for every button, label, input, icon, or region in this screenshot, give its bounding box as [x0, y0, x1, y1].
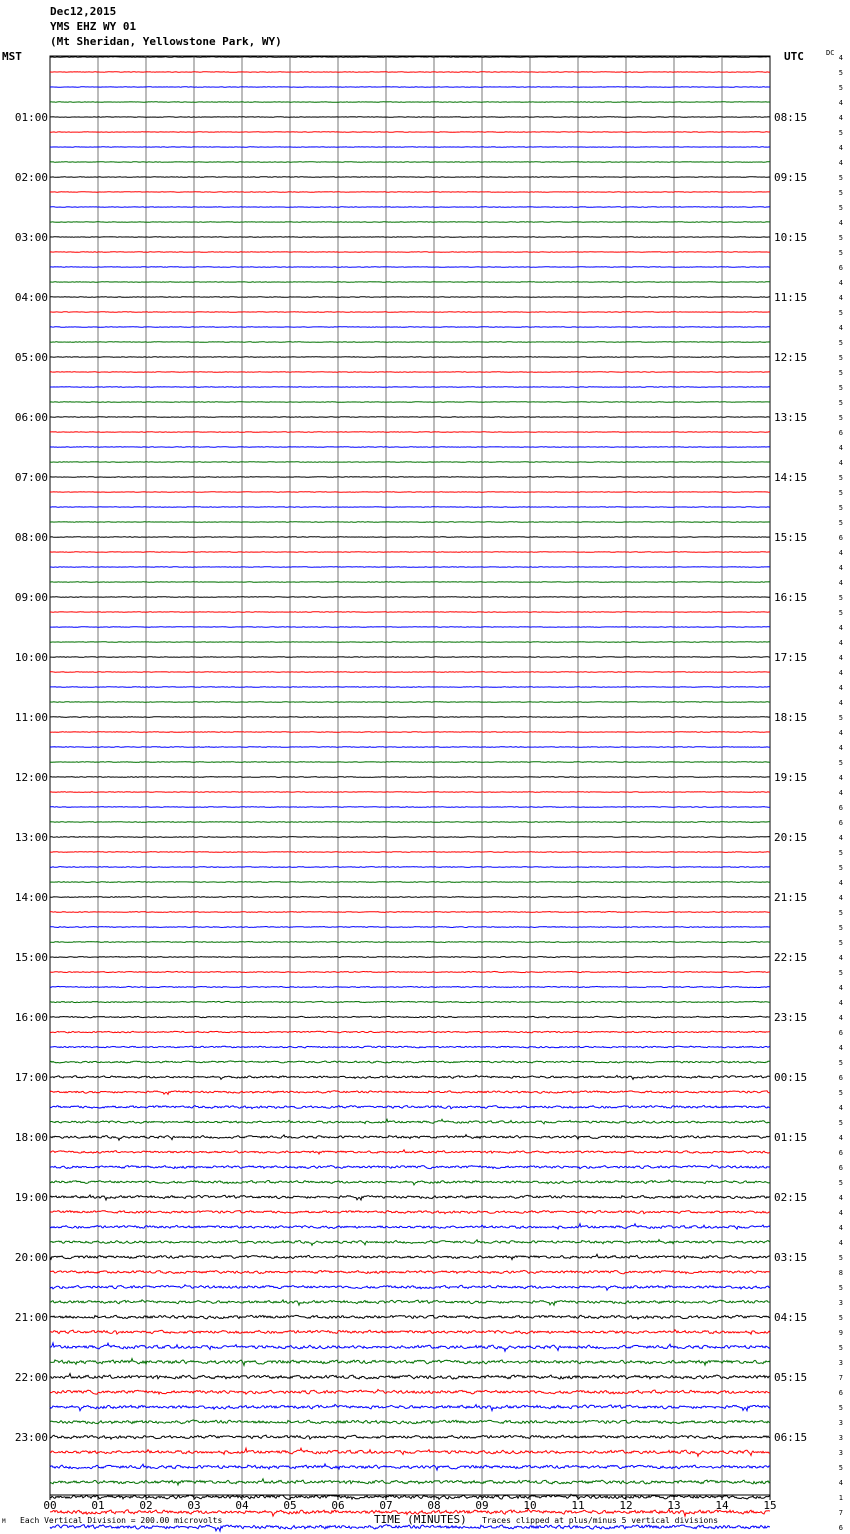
- x-tick-label: 05: [283, 1499, 297, 1512]
- trace-value-label: 4: [838, 1044, 843, 1052]
- seismic-trace: [50, 1448, 770, 1456]
- left-hour-label: 20:00: [14, 1251, 48, 1264]
- trace-value-label: 5: [838, 939, 843, 947]
- seismic-trace: [50, 192, 770, 193]
- left-hour-label: 13:00: [14, 831, 48, 844]
- x-tick-label: 09: [475, 1499, 489, 1512]
- trace-value-label: 3: [838, 1434, 843, 1442]
- seismic-trace: [50, 852, 770, 853]
- seismic-trace: [50, 1091, 770, 1095]
- left-hour-label: 05:00: [14, 351, 48, 364]
- trace-value-label: 6: [838, 1164, 843, 1172]
- seismic-trace: [50, 627, 770, 628]
- seismic-trace: [50, 297, 770, 298]
- seismic-trace: [50, 747, 770, 748]
- trace-value-label: 5: [838, 354, 843, 362]
- seismic-trace: [50, 477, 770, 478]
- seismic-trace: [50, 1106, 770, 1109]
- seismic-trace: [50, 642, 770, 643]
- seismic-trace: [50, 1061, 770, 1063]
- right-hour-label: 18:15: [774, 711, 808, 724]
- trace-value-label: 5: [838, 339, 843, 347]
- right-hour-label: 11:15: [774, 291, 808, 304]
- trace-value-label: 6: [838, 429, 843, 437]
- station-location: (Mt Sheridan, Yellowstone Park, WY): [50, 35, 282, 48]
- right-hour-label: 21:15: [774, 891, 808, 904]
- dc-label: DC: [826, 49, 835, 57]
- right-hour-label: 02:15: [774, 1191, 808, 1204]
- trace-value-label: 4: [838, 459, 843, 467]
- left-hour-label: 15:00: [14, 951, 48, 964]
- trace-value-label: 9: [838, 1329, 843, 1337]
- seismic-trace: [50, 986, 770, 987]
- trace-value-label: 6: [838, 819, 843, 827]
- right-hour-label: 04:15: [774, 1311, 808, 1324]
- left-hour-label: 11:00: [14, 711, 48, 724]
- seismic-trace: [50, 1119, 770, 1124]
- left-hour-label: 03:00: [14, 231, 48, 244]
- seismic-trace: [50, 1135, 770, 1141]
- trace-value-label: 5: [838, 714, 843, 722]
- seismic-trace: [50, 402, 770, 403]
- trace-value-label: 4: [838, 789, 843, 797]
- trace-value-label: 5: [838, 1254, 843, 1262]
- left-hour-label: 06:00: [14, 411, 48, 424]
- seismic-trace: [50, 1211, 770, 1214]
- x-tick-label: 06: [331, 1499, 345, 1512]
- trace-value-label: 6: [838, 264, 843, 272]
- left-hour-label: 14:00: [14, 891, 48, 904]
- left-hour-label: 16:00: [14, 1011, 48, 1024]
- trace-value-label: 4: [838, 1224, 843, 1232]
- seismic-trace: [50, 1224, 770, 1229]
- seismic-trace: [50, 1001, 770, 1002]
- trace-value-label: 6: [838, 804, 843, 812]
- seismic-trace: [50, 882, 770, 883]
- seismic-trace: [50, 1150, 770, 1154]
- seismic-trace: [50, 867, 770, 868]
- seismic-trace: [50, 657, 770, 658]
- seismic-trace: [50, 912, 770, 913]
- x-tick-label: 13: [667, 1499, 681, 1512]
- seismic-trace: [50, 957, 770, 958]
- trace-value-label: 5: [838, 759, 843, 767]
- seismic-trace: [50, 57, 770, 58]
- trace-value-label: 4: [838, 1194, 843, 1202]
- seismic-trace: [50, 72, 770, 73]
- seismic-trace: [50, 522, 770, 523]
- trace-value-label: 5: [838, 1179, 843, 1187]
- left-hour-label: 04:00: [14, 291, 48, 304]
- right-hour-label: 10:15: [774, 231, 808, 244]
- trace-value-label: 6: [838, 1029, 843, 1037]
- trace-value-label: 5: [838, 174, 843, 182]
- trace-value-label: 6: [838, 534, 843, 542]
- seismic-trace: [50, 1031, 770, 1033]
- trace-value-label: 5: [838, 384, 843, 392]
- seismic-trace: [50, 207, 770, 208]
- trace-value-label: 4: [838, 684, 843, 692]
- right-timezone-label: UTC: [784, 50, 804, 63]
- left-hour-label: 09:00: [14, 591, 48, 604]
- seismic-trace: [50, 717, 770, 718]
- seismic-trace: [50, 807, 770, 808]
- plot-date: Dec12,2015: [50, 5, 117, 18]
- left-timezone-label: MST: [2, 50, 22, 63]
- seismic-trace: [50, 537, 770, 538]
- seismic-trace: [50, 777, 770, 778]
- seismic-trace: [50, 597, 770, 598]
- right-hour-label: 05:15: [774, 1371, 808, 1384]
- seismic-trace: [50, 1359, 770, 1366]
- seismic-trace: [50, 732, 770, 733]
- corner-mark: M: [2, 1518, 6, 1525]
- seismic-trace: [50, 1285, 770, 1290]
- seismic-trace: [50, 237, 770, 238]
- seismic-trace: [50, 327, 770, 328]
- seismic-trace: [50, 447, 770, 448]
- trace-value-label: 4: [838, 1134, 843, 1142]
- seismic-trace: [50, 927, 770, 928]
- plot-frame: [50, 56, 770, 1495]
- trace-value-label: 4: [838, 564, 843, 572]
- x-tick-label: 04: [235, 1499, 249, 1512]
- right-hour-label: 01:15: [774, 1131, 808, 1144]
- left-hour-label: 18:00: [14, 1131, 48, 1144]
- seismic-trace: [50, 1075, 770, 1079]
- left-hour-label: 01:00: [14, 111, 48, 124]
- seismic-trace: [50, 507, 770, 508]
- right-hour-label: 15:15: [774, 531, 808, 544]
- seismic-trace: [50, 1390, 770, 1395]
- trace-value-label: 3: [838, 1419, 843, 1427]
- seismic-trace: [50, 252, 770, 253]
- trace-value-label: 5: [838, 474, 843, 482]
- trace-value-label: 5: [838, 1344, 843, 1352]
- seismic-trace: [50, 1464, 770, 1470]
- trace-value-label: 4: [838, 699, 843, 707]
- time-gridlines: [50, 56, 770, 1495]
- trace-value-label: 4: [838, 159, 843, 167]
- trace-value-label: 4: [838, 729, 843, 737]
- trace-value-label: 5: [838, 1119, 843, 1127]
- right-hour-label: 14:15: [774, 471, 808, 484]
- seismic-trace: [50, 117, 770, 118]
- seismic-trace: [50, 132, 770, 133]
- left-hour-label: 12:00: [14, 771, 48, 784]
- trace-value-label: 4: [838, 999, 843, 1007]
- right-hour-label: 00:15: [774, 1071, 808, 1084]
- seismic-trace: [50, 222, 770, 223]
- x-tick-label: 02: [139, 1499, 153, 1512]
- left-hour-label: 19:00: [14, 1191, 48, 1204]
- right-hour-label: 09:15: [774, 171, 808, 184]
- trace-value-label: 4: [838, 984, 843, 992]
- trace-value-label: 5: [838, 1059, 843, 1067]
- seismic-trace: [50, 417, 770, 418]
- trace-value-label: 4: [838, 1479, 843, 1487]
- left-hour-label: 17:00: [14, 1071, 48, 1084]
- left-hour-label: 21:00: [14, 1311, 48, 1324]
- trace-value-label: 5: [838, 504, 843, 512]
- seismic-trace: [50, 582, 770, 583]
- trace-value-label: 3: [838, 1449, 843, 1457]
- seismic-trace: [50, 822, 770, 823]
- seismic-trace: [50, 1270, 770, 1273]
- right-hour-label: 08:15: [774, 111, 808, 124]
- trace-value-label: 5: [838, 489, 843, 497]
- seismic-trace: [50, 372, 770, 373]
- seismic-trace: [50, 267, 770, 268]
- axis-labels: [15, 54, 843, 1534]
- right-hour-label: 12:15: [774, 351, 808, 364]
- seismic-trace: [50, 342, 770, 343]
- right-hour-label: 13:15: [774, 411, 808, 424]
- trace-value-label: 5: [838, 849, 843, 857]
- trace-value-label: 4: [838, 639, 843, 647]
- trace-value-label: 5: [838, 249, 843, 257]
- left-hour-label: 08:00: [14, 531, 48, 544]
- trace-value-label: 5: [838, 594, 843, 602]
- seismic-trace: [50, 897, 770, 898]
- trace-value-label: 5: [838, 609, 843, 617]
- seismic-trace: [50, 762, 770, 763]
- seismic-trace: [50, 1016, 770, 1018]
- trace-value-label: 4: [838, 879, 843, 887]
- trace-value-label: 5: [838, 84, 843, 92]
- trace-value-label: 8: [838, 1269, 843, 1277]
- trace-value-label: 4: [838, 99, 843, 107]
- trace-value-label: 4: [838, 669, 843, 677]
- trace-value-label: 4: [838, 1104, 843, 1112]
- seismic-trace: [50, 1046, 770, 1048]
- seismic-trace: [50, 1315, 770, 1319]
- left-hour-label: 07:00: [14, 471, 48, 484]
- x-tick-label: 15: [763, 1499, 777, 1512]
- trace-value-label: 6: [838, 1524, 843, 1532]
- x-tick-label: 01: [91, 1499, 105, 1512]
- trace-value-label: 5: [838, 414, 843, 422]
- seismic-trace: [50, 837, 770, 838]
- trace-value-label: 4: [838, 114, 843, 122]
- trace-value-label: 7: [838, 1374, 843, 1382]
- trace-value-label: 5: [838, 204, 843, 212]
- right-hour-label: 22:15: [774, 951, 808, 964]
- x-tick-label: 03: [187, 1499, 201, 1512]
- trace-value-label: 1: [838, 1494, 843, 1502]
- clip-note: Traces clipped at plus/minus 5 vertical divisions: [482, 1516, 719, 1525]
- left-hour-label: 02:00: [14, 171, 48, 184]
- left-hour-label: 10:00: [14, 651, 48, 664]
- x-tick-label: 12: [619, 1499, 633, 1512]
- trace-value-label: 4: [838, 294, 843, 302]
- trace-value-label: 5: [838, 1314, 843, 1322]
- seismic-trace: [50, 612, 770, 613]
- trace-value-label: 6: [838, 1149, 843, 1157]
- trace-value-label: 4: [838, 579, 843, 587]
- station-code: YMS EHZ WY 01: [50, 20, 137, 33]
- trace-value-label: 5: [838, 924, 843, 932]
- seismic-trace: [50, 1330, 770, 1334]
- seismic-trace: [50, 792, 770, 793]
- trace-value-label: 5: [838, 1464, 843, 1472]
- seismic-trace: [50, 1254, 770, 1259]
- seismic-trace: [50, 567, 770, 568]
- trace-value-label: 5: [838, 309, 843, 317]
- seismic-trace: [50, 1180, 770, 1185]
- right-hour-label: 17:15: [774, 651, 808, 664]
- x-tick-label: 14: [715, 1499, 729, 1512]
- x-tick-label: 00: [43, 1499, 57, 1512]
- seismic-trace: [50, 672, 770, 673]
- trace-value-label: 5: [838, 909, 843, 917]
- seismic-trace: [50, 1404, 770, 1410]
- right-hour-label: 03:15: [774, 1251, 808, 1264]
- x-tick-label: 11: [571, 1499, 585, 1512]
- trace-value-label: 5: [838, 234, 843, 242]
- trace-value-label: 3: [838, 1359, 843, 1367]
- seismic-trace: [50, 552, 770, 553]
- seismic-trace: [50, 1374, 770, 1380]
- seismic-trace: [50, 357, 770, 358]
- seismic-trace: [50, 1165, 770, 1169]
- x-axis-label: TIME (MINUTES): [374, 1513, 467, 1526]
- seismic-trace: [50, 1240, 770, 1246]
- seismic-trace: [50, 1435, 770, 1439]
- trace-value-label: 4: [838, 744, 843, 752]
- seismic-trace: [50, 432, 770, 433]
- trace-value-label: 3: [838, 1299, 843, 1307]
- trace-value-label: 4: [838, 774, 843, 782]
- trace-value-label: 5: [838, 519, 843, 527]
- seismic-trace: [50, 942, 770, 943]
- seismic-trace: [50, 462, 770, 463]
- right-hour-label: 20:15: [774, 831, 808, 844]
- trace-value-label: 7: [838, 1509, 843, 1517]
- right-hour-label: 23:15: [774, 1011, 808, 1024]
- trace-value-label: 4: [838, 954, 843, 962]
- right-hour-label: 19:15: [774, 771, 808, 784]
- seismic-trace: [50, 702, 770, 703]
- trace-value-label: 4: [838, 444, 843, 452]
- seismic-trace: [50, 492, 770, 493]
- left-hour-label: 23:00: [14, 1431, 48, 1444]
- trace-value-label: 5: [838, 369, 843, 377]
- trace-value-label: 4: [838, 324, 843, 332]
- trace-value-label: 4: [838, 624, 843, 632]
- seismic-trace: [50, 102, 770, 103]
- seismic-trace: [50, 282, 770, 283]
- trace-value-label: 4: [838, 219, 843, 227]
- seismic-trace: [50, 1300, 770, 1305]
- seismic-traces: [50, 57, 770, 1534]
- trace-value-label: 4: [838, 1014, 843, 1022]
- trace-value-label: 4: [838, 1209, 843, 1217]
- trace-value-label: 4: [838, 54, 843, 62]
- seismic-trace: [50, 1343, 770, 1351]
- seismic-trace: [50, 162, 770, 163]
- seismic-trace: [50, 1420, 770, 1424]
- trace-value-label: 5: [838, 399, 843, 407]
- trace-value-label: 4: [838, 1239, 843, 1247]
- trace-value-label: 4: [838, 654, 843, 662]
- trace-value-label: 4: [838, 144, 843, 152]
- trace-value-label: 5: [838, 864, 843, 872]
- trace-value-label: 6: [838, 1074, 843, 1082]
- scale-note: Each Vertical Division = 200.00 microvolts: [20, 1516, 223, 1525]
- right-hour-label: 16:15: [774, 591, 808, 604]
- trace-value-label: 4: [838, 279, 843, 287]
- x-tick-label: 07: [379, 1499, 393, 1512]
- x-tick-label: 08: [427, 1499, 441, 1512]
- seismic-trace: [50, 971, 770, 972]
- seismic-trace: [50, 177, 770, 178]
- seismic-trace: [50, 1479, 770, 1485]
- trace-value-label: 5: [838, 1404, 843, 1412]
- trace-value-label: 5: [838, 129, 843, 137]
- x-tick-label: 10: [523, 1499, 537, 1512]
- trace-value-label: 5: [838, 1089, 843, 1097]
- trace-value-label: 5: [838, 69, 843, 77]
- seismic-trace: [50, 312, 770, 313]
- seismic-trace: [50, 387, 770, 388]
- right-hour-label: 06:15: [774, 1431, 808, 1444]
- trace-value-label: 4: [838, 894, 843, 902]
- trace-value-label: 4: [838, 834, 843, 842]
- trace-value-label: 5: [838, 969, 843, 977]
- trace-value-label: 6: [838, 1389, 843, 1397]
- left-hour-label: 22:00: [14, 1371, 48, 1384]
- seismic-trace: [50, 687, 770, 688]
- trace-value-label: 5: [838, 189, 843, 197]
- seismic-trace: [50, 1195, 770, 1200]
- trace-value-label: 5: [838, 1284, 843, 1292]
- trace-value-label: 4: [838, 549, 843, 557]
